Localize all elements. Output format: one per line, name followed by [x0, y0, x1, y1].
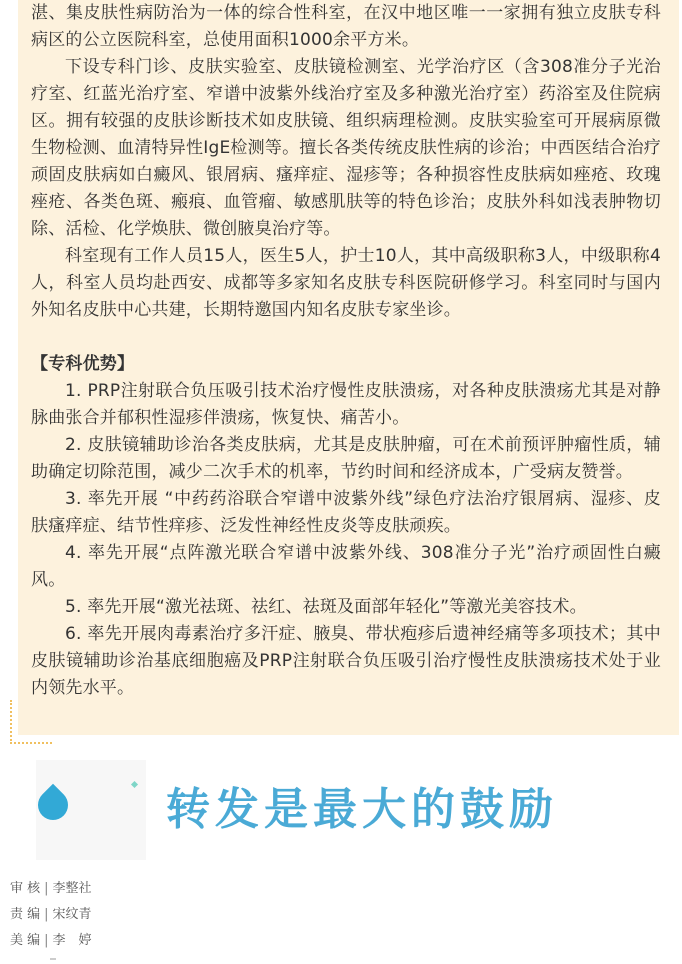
credit-name: 李 婷 — [52, 933, 92, 948]
advantage-item: 4. 率先开展“点阵激光联合窄谱中波紫外线、308准分子光”治疗顽固性白癜风。 — [31, 543, 661, 590]
dotted-corner-vertical — [10, 700, 12, 744]
credit-separator: | — [44, 907, 49, 922]
intro-paragraph-tail: 湛、集皮肤性病防治为一体的综合性科室，在汉中地区唯一一家拥有独立皮肤专科病区的公立医院科室，总使用面积1000余平方米。 — [31, 3, 661, 50]
credit-separator: | — [44, 881, 49, 896]
share-slogan: 转发是最大的鼓励 — [166, 784, 558, 835]
advantage-item: 2. 皮肤镜辅助诊治各类皮肤病，尤其是皮肤肿瘤，可在术前预评肿瘤性质，辅助确定切除范围，减少二次手术的机率，节约时间和经济成本，广受病友赞誉。 — [31, 435, 661, 482]
credit-role: 责 编 — [10, 907, 41, 922]
advantage-item: 6. 率先开展肉毒素治疗多汗症、腋臭、带状疱疹后遗神经痛等多项技术；其中皮肤镜辅助诊治基底细胞癌及PRP注射联合负压吸引治疗慢性皮肤溃疡技术处于业内领先水平。 — [31, 624, 661, 698]
credit-role: 审 核 — [10, 881, 41, 896]
department-intro-card — [18, 0, 679, 735]
water-drop-icon — [32, 784, 74, 826]
dotted-corner-horizontal — [10, 742, 52, 744]
credit-row-reviewer — [10, 876, 92, 902]
card-content — [31, 0, 661, 702]
banner-icon-box — [36, 760, 146, 860]
credit-row-editor — [10, 902, 92, 928]
share-banner — [36, 760, 616, 860]
advantage-item: 1. PRP注射联合负压吸引技术治疗慢性皮肤溃疡，对各种皮肤溃疡尤其是对静脉曲张合并郁积性湿疹伴溃疡，恢复快、痛苦小。 — [31, 381, 661, 428]
editorial-credits — [10, 876, 92, 954]
credit-row-designer — [10, 928, 92, 954]
credit-name: 宋纹青 — [52, 907, 92, 922]
credit-role: 美 编 — [10, 933, 41, 948]
paragraph-gap — [31, 324, 661, 351]
credit-name: 李整社 — [52, 881, 92, 896]
advantage-item: 5. 率先开展“激光祛斑、祛红、祛斑及面部年轻化”等激光美容技术。 — [65, 597, 587, 617]
section-heading: 【专科优势】 — [31, 354, 135, 374]
facilities-paragraph: 下设专科门诊、皮肤实验室、皮肤镜检测室、光学治疗区（含308准分子光治疗室、红蓝光治疗室、窄谱中波紫外线治疗室及多种激光治疗室）药浴室及住院病区。拥有较强的皮肤诊断技术如皮肤镜、组织病理检测。皮肤实验室可开展病原微生物检测、血清特异性IgE检测等。擅长各类传统皮肤性病的诊治；中西医结合治疗顽固皮肤病如白癜风、银屑病、瘙痒症、湿疹等；各种损容性皮肤病如痤疮、玫瑰痤疮、各类色斑、瘢痕、血管瘤、敏感肌肤等的特色诊治；皮肤外科如浅表肿物切除、活检、化学焕肤、微创腋臭治疗等。 — [31, 57, 661, 239]
bottom-divider-mark — [50, 958, 56, 960]
credit-separator: | — [44, 933, 49, 948]
advantage-item: 3. 率先开展 “中药药浴联合窄谱中波紫外线”绿色疗法治疗银屑病、湿疹、皮肤瘙痒症、结节性痒疹、泛发性神经性皮炎等皮肤顽疾。 — [31, 489, 661, 536]
sparkle-icon — [131, 781, 138, 788]
staff-paragraph: 科室现有工作人员15人，医生5人，护士10人，其中高级职称3人，中级职称4人，科室人员均赴西安、成都等多家知名皮肤专科医院研修学习。科室同时与国内外知名皮肤中心共建，长期特邀国内知名皮肤专家坐诊。 — [31, 246, 661, 320]
